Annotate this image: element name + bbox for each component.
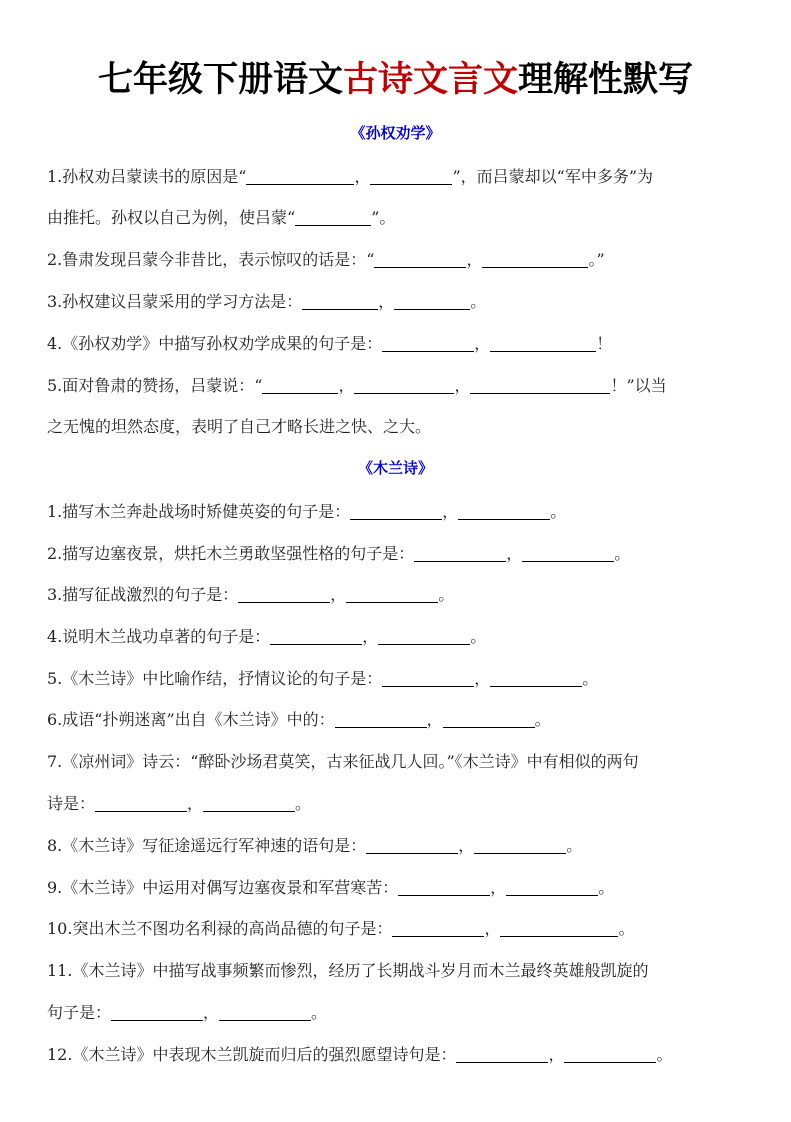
answer-blank[interactable] [506,879,598,896]
question-line: 7.《凉州词》诗云：“醉卧沙场君莫笑，古来征战几人回。”《木兰诗》中有相似的两句 [47,752,639,771]
answer-blank[interactable] [474,837,566,854]
question-line: 3.孙权建议吕蒙采用的学习方法是： ， 。 [47,292,487,311]
answer-blank[interactable] [270,628,362,645]
question-line: 1.描写木兰奔赴战场时矫健英姿的句子是： ， 。 [47,502,567,521]
answer-blank[interactable] [295,209,371,226]
answer-blank[interactable] [522,545,614,562]
answer-blank[interactable] [219,1004,311,1021]
answer-blank[interactable] [111,1004,203,1021]
question-line: 11.《木兰诗》中描写战事频繁而惨烈，经历了长期战斗岁月而木兰最终英雄般凯旋的 [47,961,649,980]
answer-blank[interactable] [443,711,535,728]
question-line: 3.描写征战激烈的句子是： ， 。 [47,585,455,604]
section-heading-mulan: 《木兰诗》 [357,459,433,477]
answer-blank[interactable] [394,293,470,310]
answer-blank[interactable] [302,293,378,310]
answer-blank[interactable] [470,377,610,394]
answer-blank[interactable] [350,503,442,520]
answer-blank[interactable] [378,628,470,645]
answer-blank[interactable] [354,377,454,394]
answer-blank[interactable] [500,920,618,937]
question-line: 10.突出木兰不图功名利禄的高尚品德的句子是： ， 。 [47,919,635,938]
question-line: 1.孙权劝吕蒙读书的原因是“ ， ”，而吕蒙却以“军中多务”为 [47,167,654,186]
answer-blank[interactable] [392,920,484,937]
question-line: 2.描写边塞夜景，烘托木兰勇敢坚强性格的句子是： ， 。 [47,544,631,563]
question-line: 12.《木兰诗》中表现木兰凯旋而归后的强烈愿望诗句是： ， 。 [47,1045,673,1064]
answer-blank[interactable] [374,251,466,268]
question-line: 4.说明木兰战功卓著的句子是： ， 。 [47,627,487,646]
answer-blank[interactable] [203,795,295,812]
title-part1: 七年级下册语文 [97,59,343,100]
question-line: 6.成语“扑朔迷离”出自《木兰诗》中的： ， 。 [47,710,551,729]
question-line: 2.鲁肃发现吕蒙今非昔比，表示惊叹的话是：“ ， 。” [47,250,605,269]
answer-blank[interactable] [95,795,187,812]
answer-blank[interactable] [246,168,354,185]
answer-blank[interactable] [414,545,506,562]
question-line: 句子是： ， 。 [47,1003,328,1022]
answer-blank[interactable] [262,377,338,394]
question-line: 9.《木兰诗》中运用对偶写边塞夜景和军营寒苦： ， 。 [47,878,615,897]
question-line: 5.《木兰诗》中比喻作结，抒情议论的句子是： ， 。 [47,669,599,688]
question-line: 由推托。孙权以自己为例，使吕蒙“ ”。 [47,208,396,227]
answer-blank[interactable] [335,711,427,728]
answer-blank[interactable] [398,879,490,896]
section-heading-sunquan: 《孙权劝学》 [350,124,441,142]
answer-blank[interactable] [458,503,550,520]
answer-blank[interactable] [456,1046,548,1063]
page-title [0,52,791,102]
question-line: 诗是： ， 。 [47,794,312,813]
answer-blank[interactable] [238,586,330,603]
question-line: 8.《木兰诗》写征途遥远行军神速的语句是： ， 。 [47,836,583,855]
answer-blank[interactable] [382,670,474,687]
answer-blank[interactable] [490,335,596,352]
question-line: 之无愧的坦然态度，表明了自己才略长进之快、之大。 [47,417,432,436]
question-line: 5.面对鲁肃的赞扬，吕蒙说：“ ， ， ！”以当 [47,376,667,395]
answer-blank[interactable] [564,1046,656,1063]
title-part2-highlight: 古诗文言文 [342,59,518,100]
title-part3: 理解性默写 [518,59,694,100]
answer-blank[interactable] [382,335,474,352]
answer-blank[interactable] [490,670,582,687]
answer-blank[interactable] [370,168,452,185]
answer-blank[interactable] [346,586,438,603]
answer-blank[interactable] [366,837,458,854]
question-line: 4.《孙权劝学》中描写孙权劝学成果的句子是： ， ！ [47,334,613,353]
answer-blank[interactable] [482,251,588,268]
